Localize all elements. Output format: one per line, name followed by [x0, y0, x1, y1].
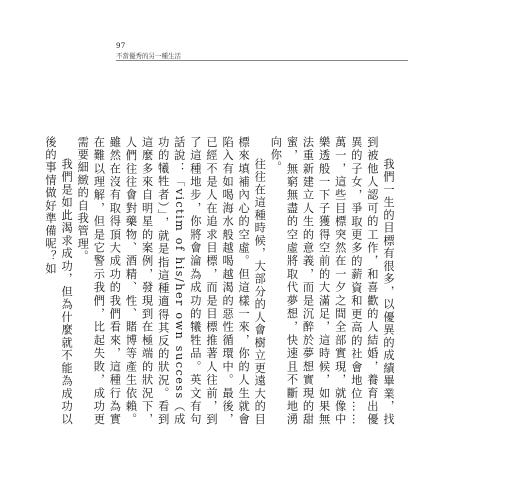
- paragraph: 我們一生的目標有很多，以優異的成績畢業，找到被他人認可的工作，和喜歡的人結婚，養育出優異的子女，爭取更多的薪資和更高的社會地位……萬一，這些目標突然在一夕之間全部實現，就像中樂透般一下子獲得空前的大滿足，這時候，如果無法重新建立人生的意義，而是沉醉於夢想實現的甜蜜，無窮無盡的空虛將取代夢想，快速且不斷地湧向你。: [269, 136, 395, 426]
- page-number: 97: [116, 42, 126, 50]
- paragraph: 我們是如此渴求成功，但為什麼就不能為成功以後的事情做好準備呢？如: [44, 136, 74, 426]
- paragraph: 往往在這種時候，大部分的人會樹立更遠大的目標來填補內心的空虛。但這樣一來，你的人生就會陷入有如喝海水般越喝越渴的惡性循環中。最後，已經不是人在追求目標，而是目標推著人往前，到了這種地步，你將會淪為成功的犧牲品。英文有句話說：「victim of his/her own success（成功的犧牲者）」，就是指這種適得其反的狀況。看到這麼多來自明星的案例，發現到在極端的狀況下，人們往往會對藥物、酒精、性、賭博等產生依賴。雖然在沒有取得頂大成功的我們看來，這種行為實在難以理解，但是它警示我們，比起失敗，成功更需要細緻的自我管理。: [76, 136, 267, 426]
- header-divider: [116, 60, 408, 61]
- body-text: [44, 136, 396, 426]
- running-header: 不當優秀的另一種生活: [116, 52, 181, 60]
